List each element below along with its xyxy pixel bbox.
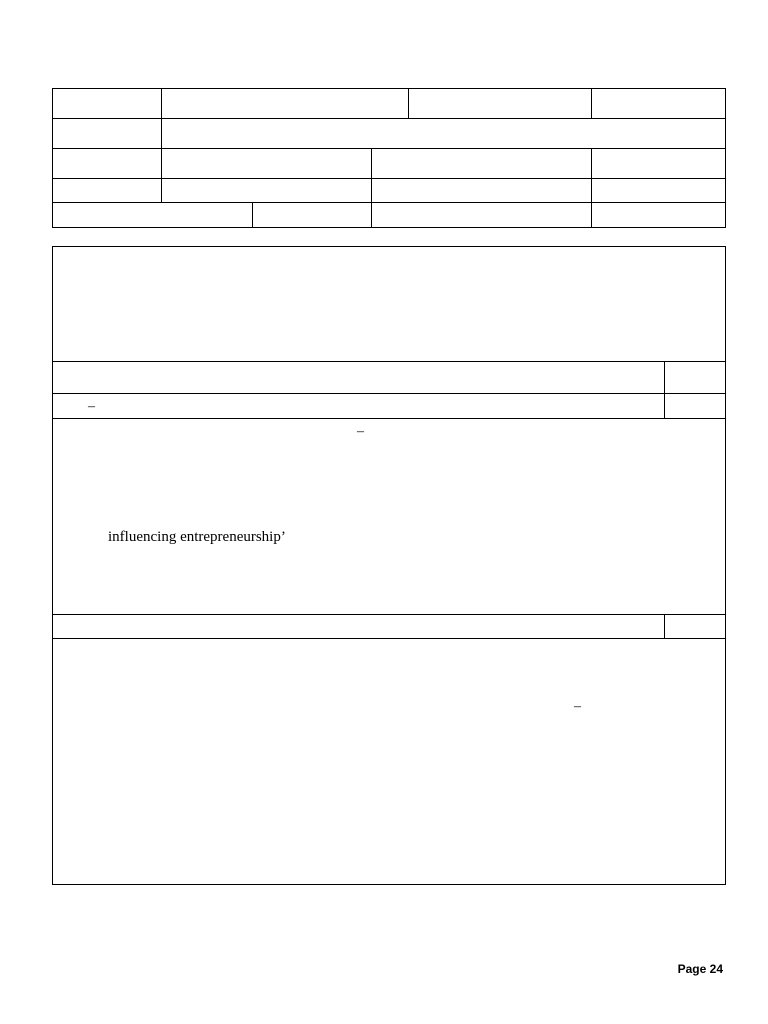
header-cell-divider bbox=[591, 88, 592, 118]
header-cell-divider bbox=[408, 88, 409, 118]
header-row-divider-1 bbox=[52, 118, 726, 119]
section-b-top-line bbox=[52, 361, 726, 362]
header-row-divider-3 bbox=[52, 178, 726, 179]
header-grid-border bbox=[52, 88, 726, 228]
section-c-dash: – bbox=[574, 699, 581, 714]
header-cell-divider bbox=[252, 202, 253, 228]
question-box-border bbox=[52, 246, 726, 885]
header-cell-divider bbox=[161, 118, 162, 148]
page-number: Page 24 bbox=[677, 962, 723, 976]
header-cell-divider bbox=[591, 148, 592, 228]
header-cell-divider bbox=[161, 88, 162, 118]
marks-column-divider bbox=[664, 614, 665, 638]
header-row-divider-2 bbox=[52, 148, 726, 149]
header-cell-divider bbox=[371, 148, 372, 228]
header-row-divider-4 bbox=[52, 202, 726, 203]
marks-column-divider bbox=[664, 361, 665, 418]
section-c-row-line bbox=[52, 638, 726, 639]
section-b-row-line bbox=[52, 418, 726, 419]
section-b-row-line bbox=[52, 393, 726, 394]
section-b-dash: – bbox=[88, 399, 95, 414]
section-b-fragment-text: influencing entrepreneurship’ bbox=[108, 529, 286, 545]
section-b-dash: – bbox=[357, 424, 364, 439]
section-c-top-line bbox=[52, 614, 726, 615]
header-cell-divider bbox=[161, 148, 162, 202]
